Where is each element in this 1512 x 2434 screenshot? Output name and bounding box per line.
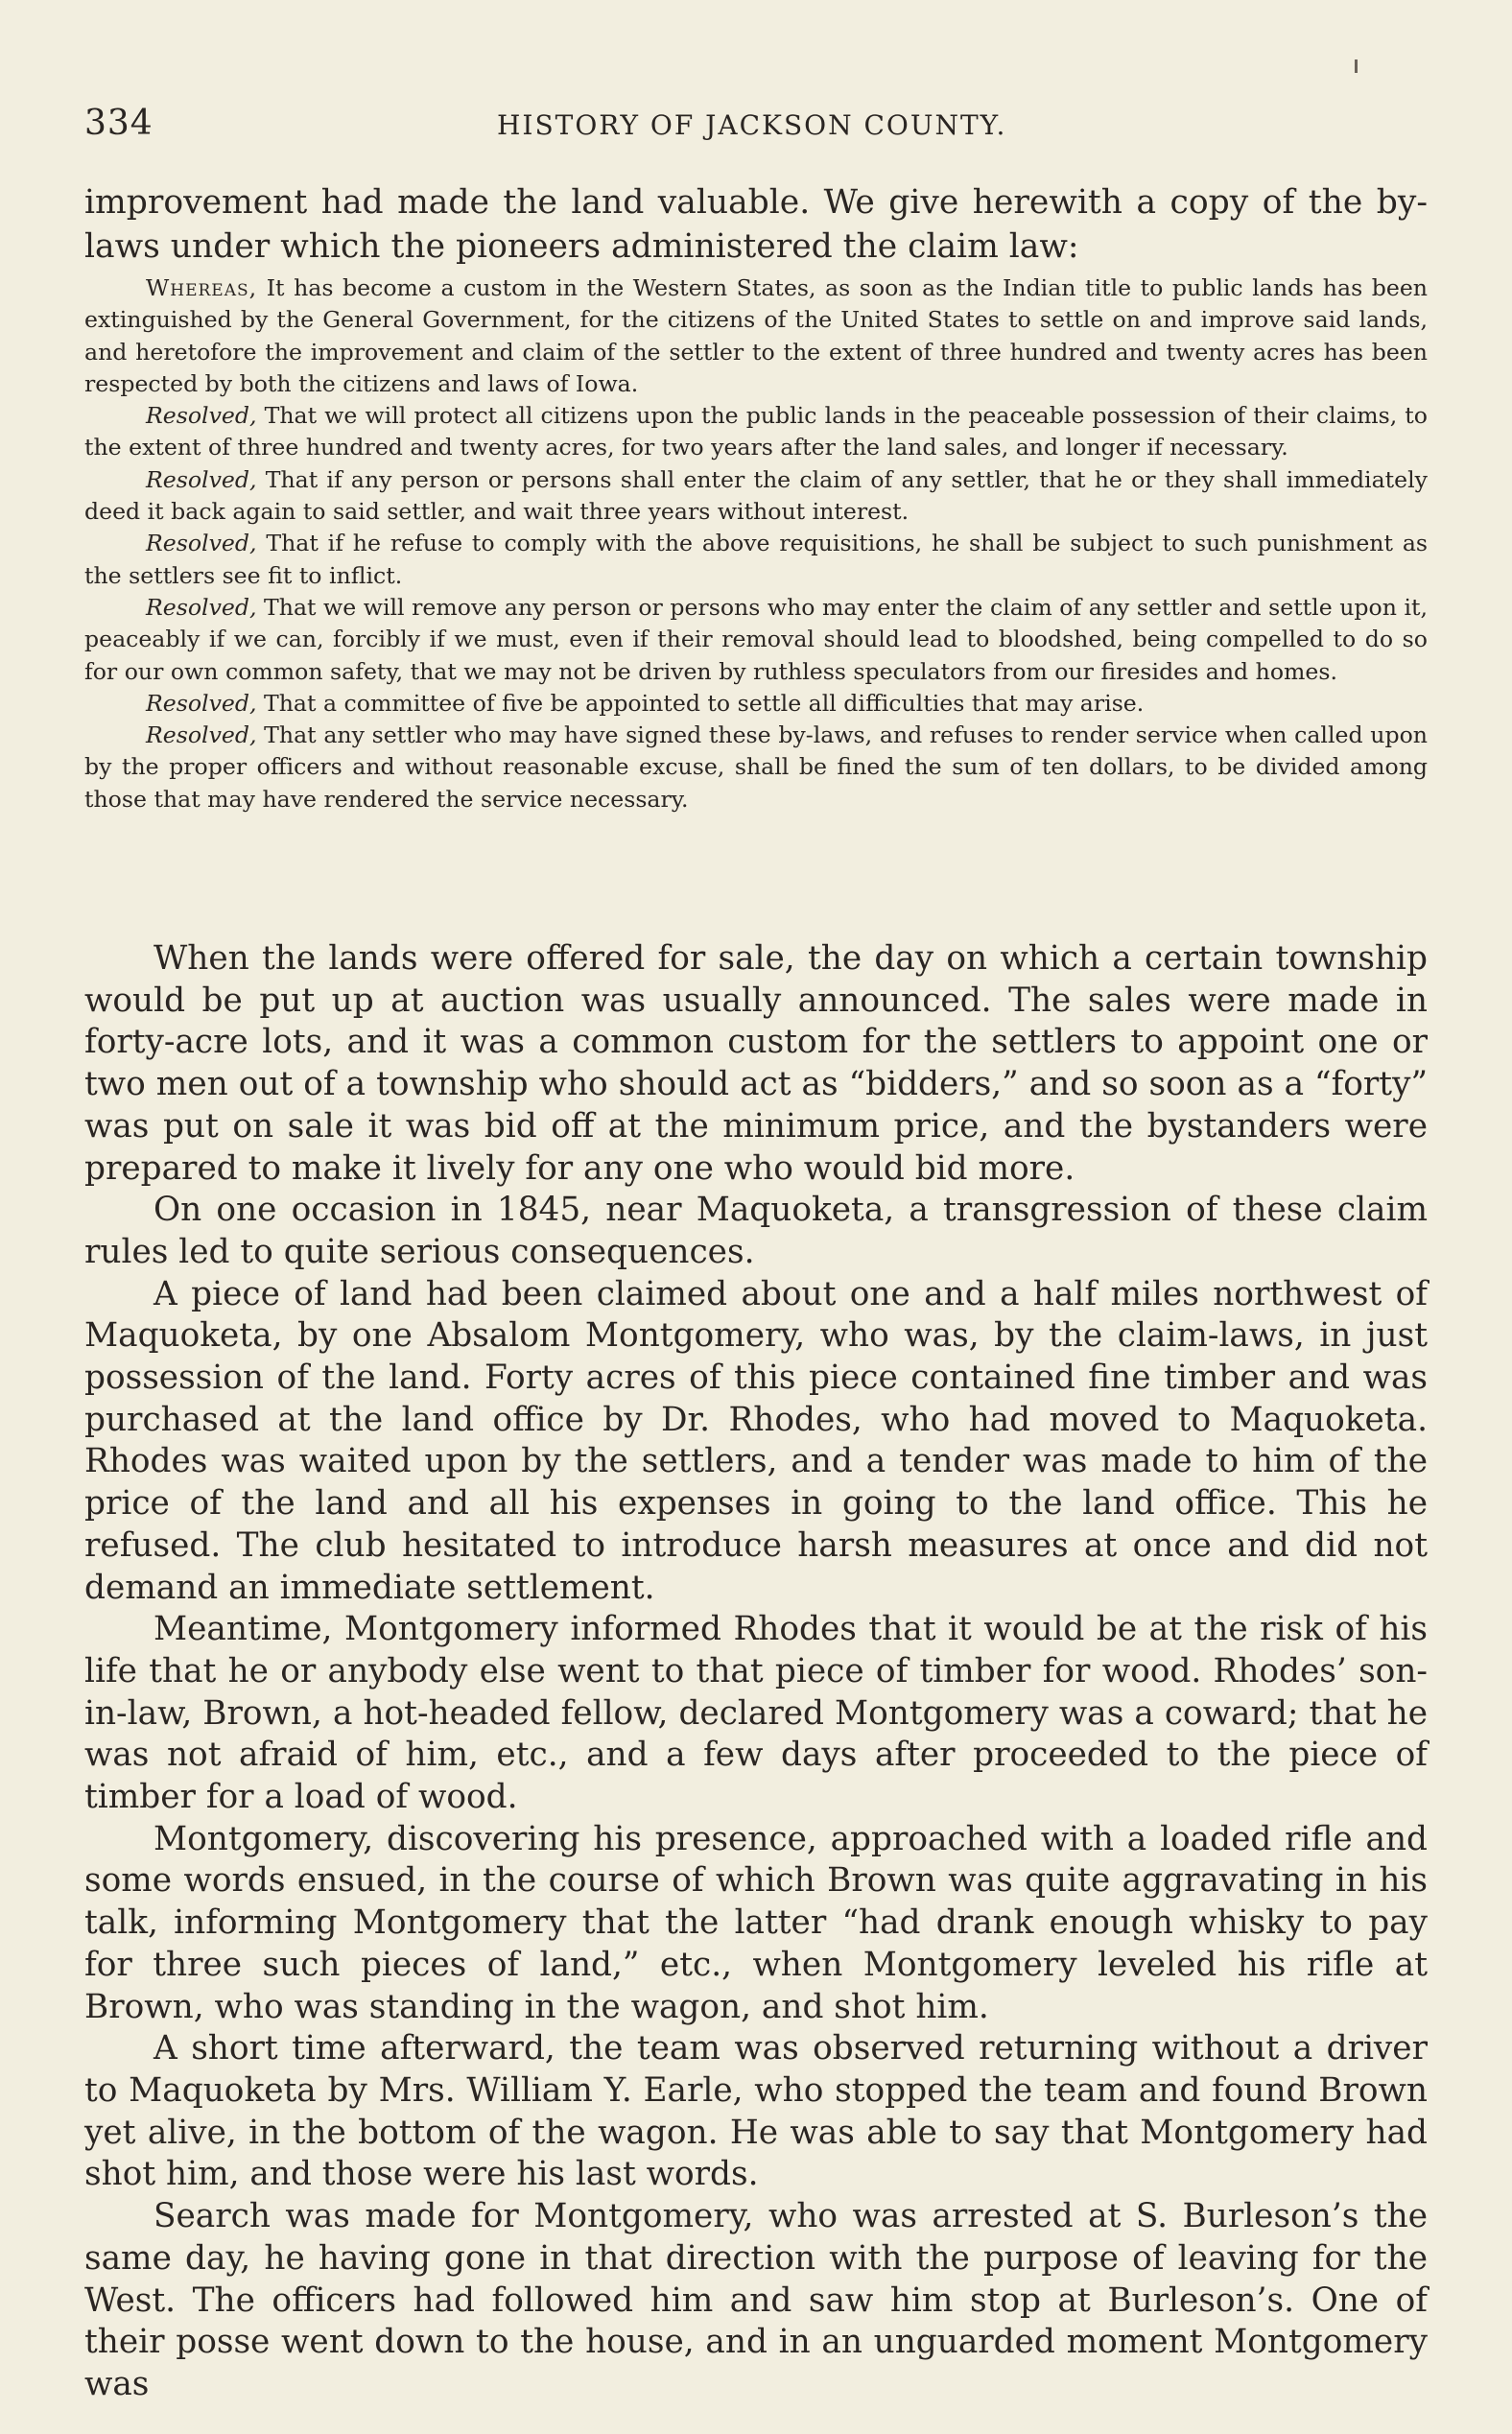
running-head: HISTORY OF JACKSON COUNTY. <box>497 109 1007 141</box>
bylaws-block <box>84 272 1428 815</box>
resolution-keyword: Resolved, <box>146 689 257 717</box>
narrative-paragraph-3: A piece of land had been claimed about one and a half miles northwest of Maquoketa, by one Absalom Montgomery, who was, by the claim-laws, in just possession of the land. Forty acres of this piece contained fine timber and was purchased at the land office by Dr. Rhodes, who had moved to Maquoketa. Rhodes was waited upon by the settlers, and a tender was made to him of the price of the land and all his expenses in going to the land office. This he refused. The club hesitated to introduce harsh measures at once and did not demand an immediate settlement. <box>84 1274 1428 1607</box>
resolution-text: That a committee of five be appointed to settle all difficulties that may arise. <box>256 689 1145 717</box>
narrative-paragraph-1: When the lands were offered for sale, the day on which a certain township would be put up at auction was usually announced. The sales were made in forty-acre lots, and it was a common custom for the settlers to appoint one or two men out of a township who should act as “bidders,” and so soon as a “forty” was put on sale it was bid off at the minimum price, and the bystanders were prepared to make it lively for any one who would bid more. <box>84 939 1428 1188</box>
narrative-paragraph-7: Search was made for Montgomery, who was arrested at S. Burleson’s the same day, he having gone in that direction with the purpose of leaving for the West. The officers had followed him and saw him stop at Burleson’s. One of their posse went down to the house, and in an unguarded moment Montgomery was <box>84 2197 1428 2403</box>
resolution-keyword: Resolved, <box>146 593 257 621</box>
resolution-1 <box>84 400 1428 464</box>
resolution-2 <box>84 464 1428 529</box>
resolution-text: That if any person or persons shall enter the claim of any settler, that he or they shall immediately deed it back again to said settler, and wait three years without interest. <box>84 465 1428 526</box>
resolution-keyword: Resolved, <box>146 465 257 493</box>
stray-ink-mark <box>1355 59 1358 73</box>
resolution-3 <box>84 528 1428 592</box>
resolution-4 <box>84 592 1428 688</box>
narrative-body <box>84 938 1428 2406</box>
resolution-text: That if he refuse to comply with the above requisitions, he shall be subject to such punishment as the settlers see fit to inflict. <box>84 530 1428 589</box>
resolution-6 <box>84 720 1428 815</box>
resolution-text: That we will remove any person or persons who may enter the claim of any settler and settle upon it, peaceably if we can, forcibly if we must, even if their removal should lead to bloodshed, being compelled to do so for our own common safety, that we may not be driven by ruthless speculators from our firesides and homes. <box>84 593 1428 685</box>
preamble-keyword: Whereas, <box>146 274 258 301</box>
resolution-5 <box>84 688 1428 720</box>
resolution-text: That any settler who may have signed these by-laws, and refuses to render service when called upon by the proper officers and without reasonable excuse, shall be fined the sum of ten dollars, to be divided among those that may have rendered the service necessary. <box>84 721 1428 813</box>
page-header <box>84 104 1428 152</box>
resolution-keyword: Resolved, <box>146 530 257 557</box>
resolution-keyword: Resolved, <box>146 402 257 430</box>
narrative-paragraph-4: Meantime, Montgomery informed Rhodes that it would be at the risk of his life that he or anybody else went to that piece of timber for wood. Rhodes’ son-in-law, Brown, a hot-headed fellow, declared Montgomery was a coward; that he was not afraid of him, etc., and a few days after proceeded to the piece of timber for a load of wood. <box>84 1610 1428 1817</box>
narrative-paragraph-5: Montgomery, discovering his presence, approached with a loaded rifle and some words ensued, in the course of which Brown was quite aggravating in his talk, informing Montgomery that the latter “had drank enough whisky to pay for three such pieces of land,” etc., when Montgomery leveled his rifle at Brown, who was standing in the wagon, and shot him. <box>84 1819 1428 2026</box>
narrative-paragraph-2: On one occasion in 1845, near Maquoketa, a transgression of these claim rules led to quite serious consequences. <box>84 1191 1428 1271</box>
page-number: 334 <box>84 104 154 143</box>
narrative-paragraph-6: A short time afterward, the team was observed returning without a driver to Maquoketa by Mrs. William Y. Earle, who stopped the team and found Brown yet alive, in the bottom of the wagon. He was able to say that Montgomery had shot him, and those were his last words. <box>84 2029 1428 2194</box>
resolution-text: That we will protect all citizens upon the public lands in the peaceable possession of their claims, to the extent of three hundred and twenty acres, for two years after the land sales, and longer if necessary. <box>84 402 1428 461</box>
bylaws-preamble <box>84 272 1428 400</box>
lead-paragraph: improvement had made the land valuable. We give herewith a copy of the by-laws under which the pioneers administered the claim law: <box>84 183 1428 266</box>
resolution-keyword: Resolved, <box>146 721 257 749</box>
preamble-text: It has become a custom in the Western States, as soon as the Indian title to public lands has been extinguished by the General Government, for the citizens of the United States to settle on and improve said lands, and heretofore the improvement and claim of the settler to the extent of three hundred and twenty acres has been respected by both the citizens and laws of Iowa. <box>84 274 1428 397</box>
